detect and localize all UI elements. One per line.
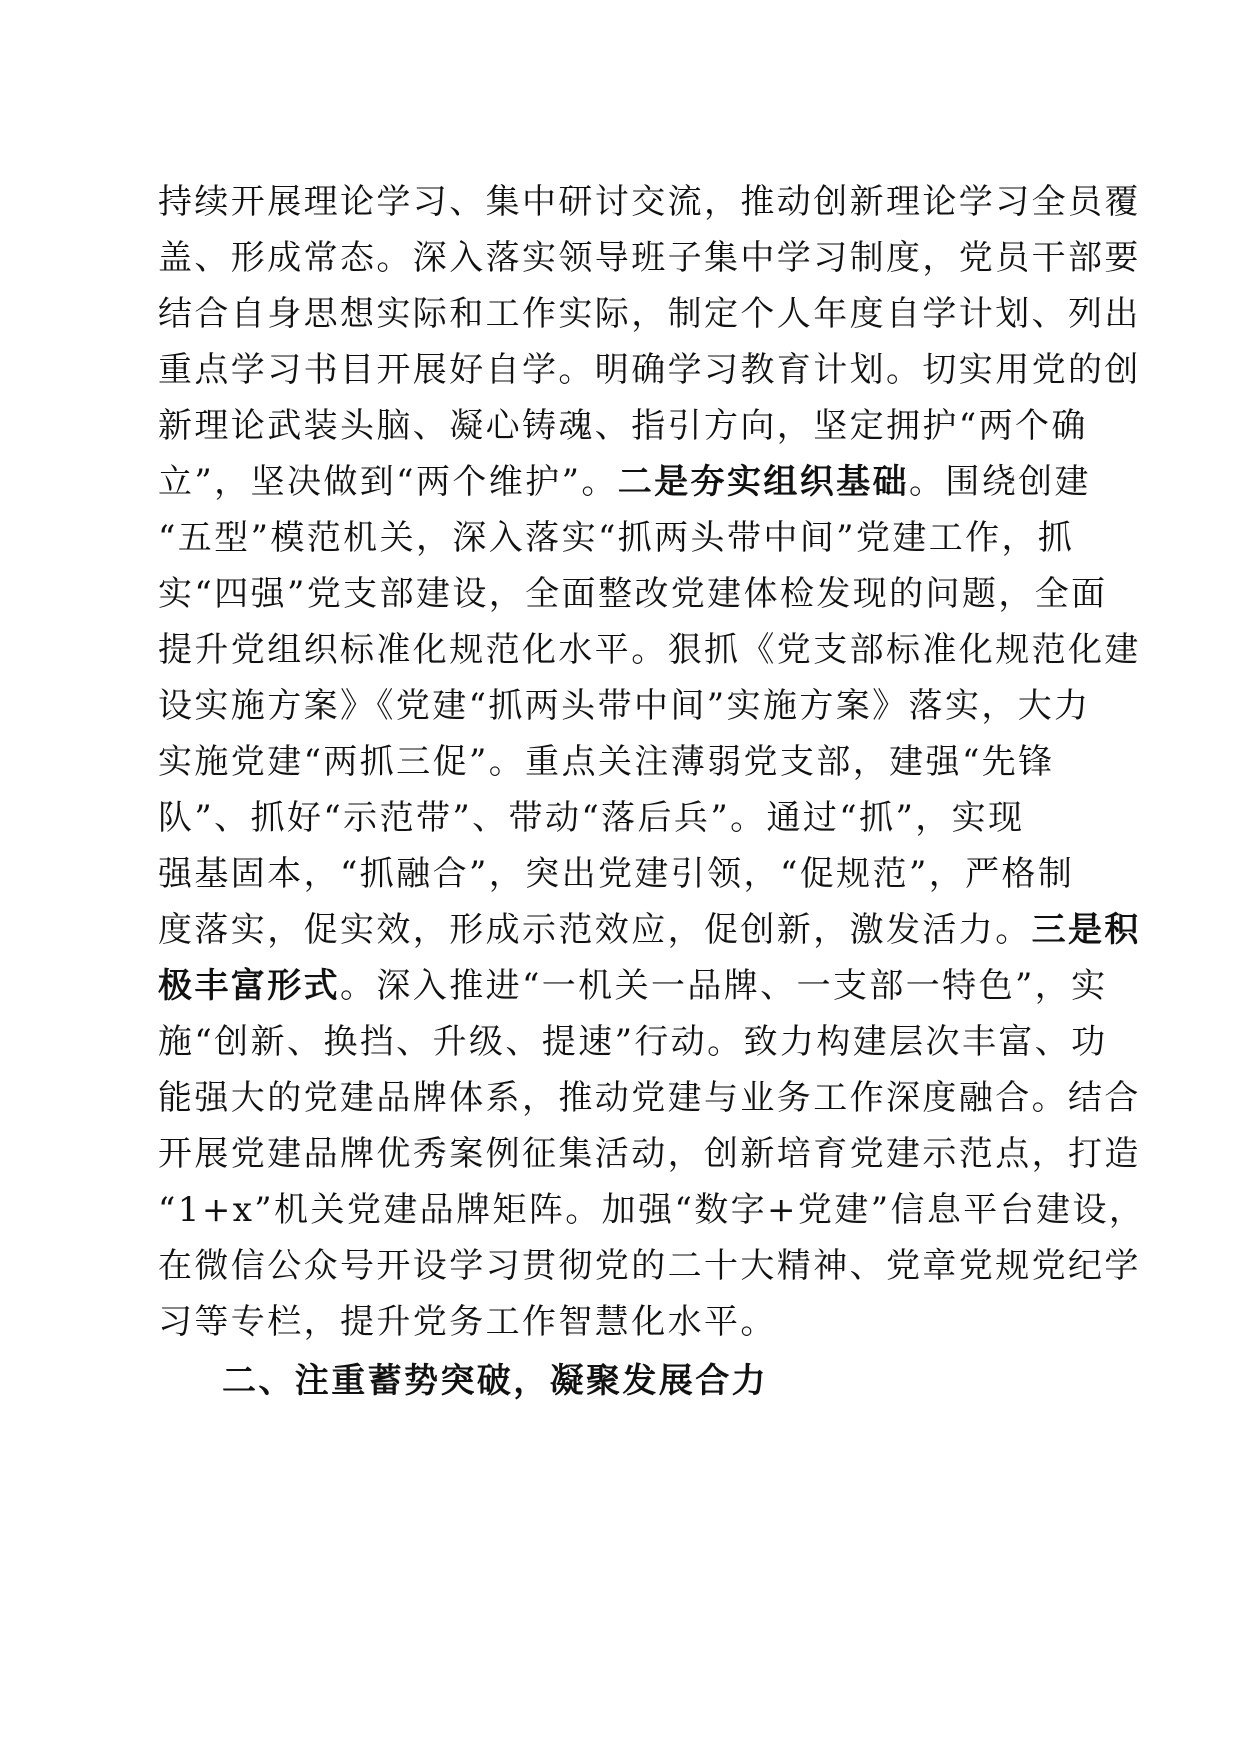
paragraph-line bbox=[158, 348, 1141, 392]
paragraph-line bbox=[158, 1132, 1141, 1176]
text-run: 实“四强”党支部建设，全面整改党建体检发现的问题，全面 bbox=[158, 574, 1108, 614]
text-run: 度落实，促实效，形成示范效应，促创新，激发活力。 bbox=[158, 910, 1032, 950]
paragraph-line bbox=[158, 964, 1108, 1008]
paragraph-line bbox=[158, 628, 1141, 672]
text-run: 盖、形成常态。深入落实领导班子集中学习制度，党员干部要 bbox=[158, 238, 1141, 278]
text-run: 在微信公众号开设学习贯彻党的二十大精神、党章党规党纪学 bbox=[158, 1246, 1141, 1286]
paragraph-line bbox=[158, 292, 1141, 336]
text-run: 提升党组织标准化规范化水平。狠抓《党支部标准化规范化建 bbox=[158, 630, 1141, 670]
paragraph-line bbox=[158, 908, 1141, 952]
text-run: 新理论武装头脑、凝心铸魂、指引方向，坚定拥护“两个确 bbox=[158, 406, 1088, 446]
bold-lead-phrase: 二是夯实组织基础 bbox=[617, 462, 909, 502]
text-run: “五型”模范机关，深入落实“抓两头带中间”党建工作，抓 bbox=[158, 518, 1075, 558]
section-heading-text: 二、注重蓄势突破，凝聚发展合力 bbox=[222, 1361, 768, 1401]
text-run: 强基固本，“抓融合”，突出党建引领，“促规范”，严格制 bbox=[158, 854, 1075, 894]
text-run: 。深入推进“一机关一品牌、一支部一特色”，实 bbox=[340, 966, 1108, 1006]
paragraph-line bbox=[158, 236, 1141, 280]
paragraph-line bbox=[158, 1188, 1146, 1232]
paragraph-line bbox=[158, 1020, 1108, 1064]
paragraph-line bbox=[158, 460, 1091, 504]
paragraph-line bbox=[158, 1300, 1058, 1344]
paragraph-line bbox=[158, 572, 1108, 616]
paragraph-line bbox=[158, 796, 1058, 840]
text-run: 。围绕创建 bbox=[908, 462, 1091, 502]
paragraph-line bbox=[158, 516, 1075, 560]
paragraph-line bbox=[158, 684, 1091, 728]
paragraph-line bbox=[158, 852, 1075, 896]
paragraph-line bbox=[158, 1244, 1141, 1288]
paragraph-line bbox=[158, 740, 1058, 784]
bold-lead-phrase: 极丰富形式 bbox=[158, 966, 340, 1006]
text-run: 结合自身思想实际和工作实际，制定个人年度自学计划、列出 bbox=[158, 294, 1141, 334]
text-run: 重点学习书目开展好自学。明确学习教育计划。切实用党的创 bbox=[158, 350, 1141, 390]
section-heading bbox=[222, 1359, 1122, 1403]
paragraph-line bbox=[158, 404, 1088, 448]
text-run: 队”、抓好“示范带”、带动“落后兵”。通过“抓”，实现 bbox=[158, 798, 1025, 838]
text-run: 开展党建品牌优秀案例征集活动，创新培育党建示范点，打造 bbox=[158, 1134, 1141, 1174]
text-run: “1+x”机关党建品牌矩阵。加强“数字+党建”信息平台建设， bbox=[158, 1190, 1146, 1230]
text-run: 能强大的党建品牌体系，推动党建与业务工作深度融合。结合 bbox=[158, 1078, 1141, 1118]
text-run: 施“创新、换挡、升级、提速”行动。致力构建层次丰富、功 bbox=[158, 1022, 1108, 1062]
paragraph-line bbox=[158, 180, 1141, 224]
text-run: 持续开展理论学习、集中研讨交流，推动创新理论学习全员覆 bbox=[158, 182, 1141, 222]
text-run: 习等专栏，提升党务工作智慧化水平。 bbox=[158, 1302, 777, 1342]
text-run: 立”，坚决做到“两个维护”。 bbox=[158, 462, 618, 502]
bold-lead-phrase: 三是积 bbox=[1031, 910, 1141, 950]
paragraph-line bbox=[158, 1076, 1141, 1120]
text-run: 实施党建“两抓三促”。重点关注薄弱党支部，建强“先锋 bbox=[158, 742, 1055, 782]
text-run: 设实施方案》《党建“抓两头带中间”实施方案》落实，大力 bbox=[158, 686, 1091, 726]
